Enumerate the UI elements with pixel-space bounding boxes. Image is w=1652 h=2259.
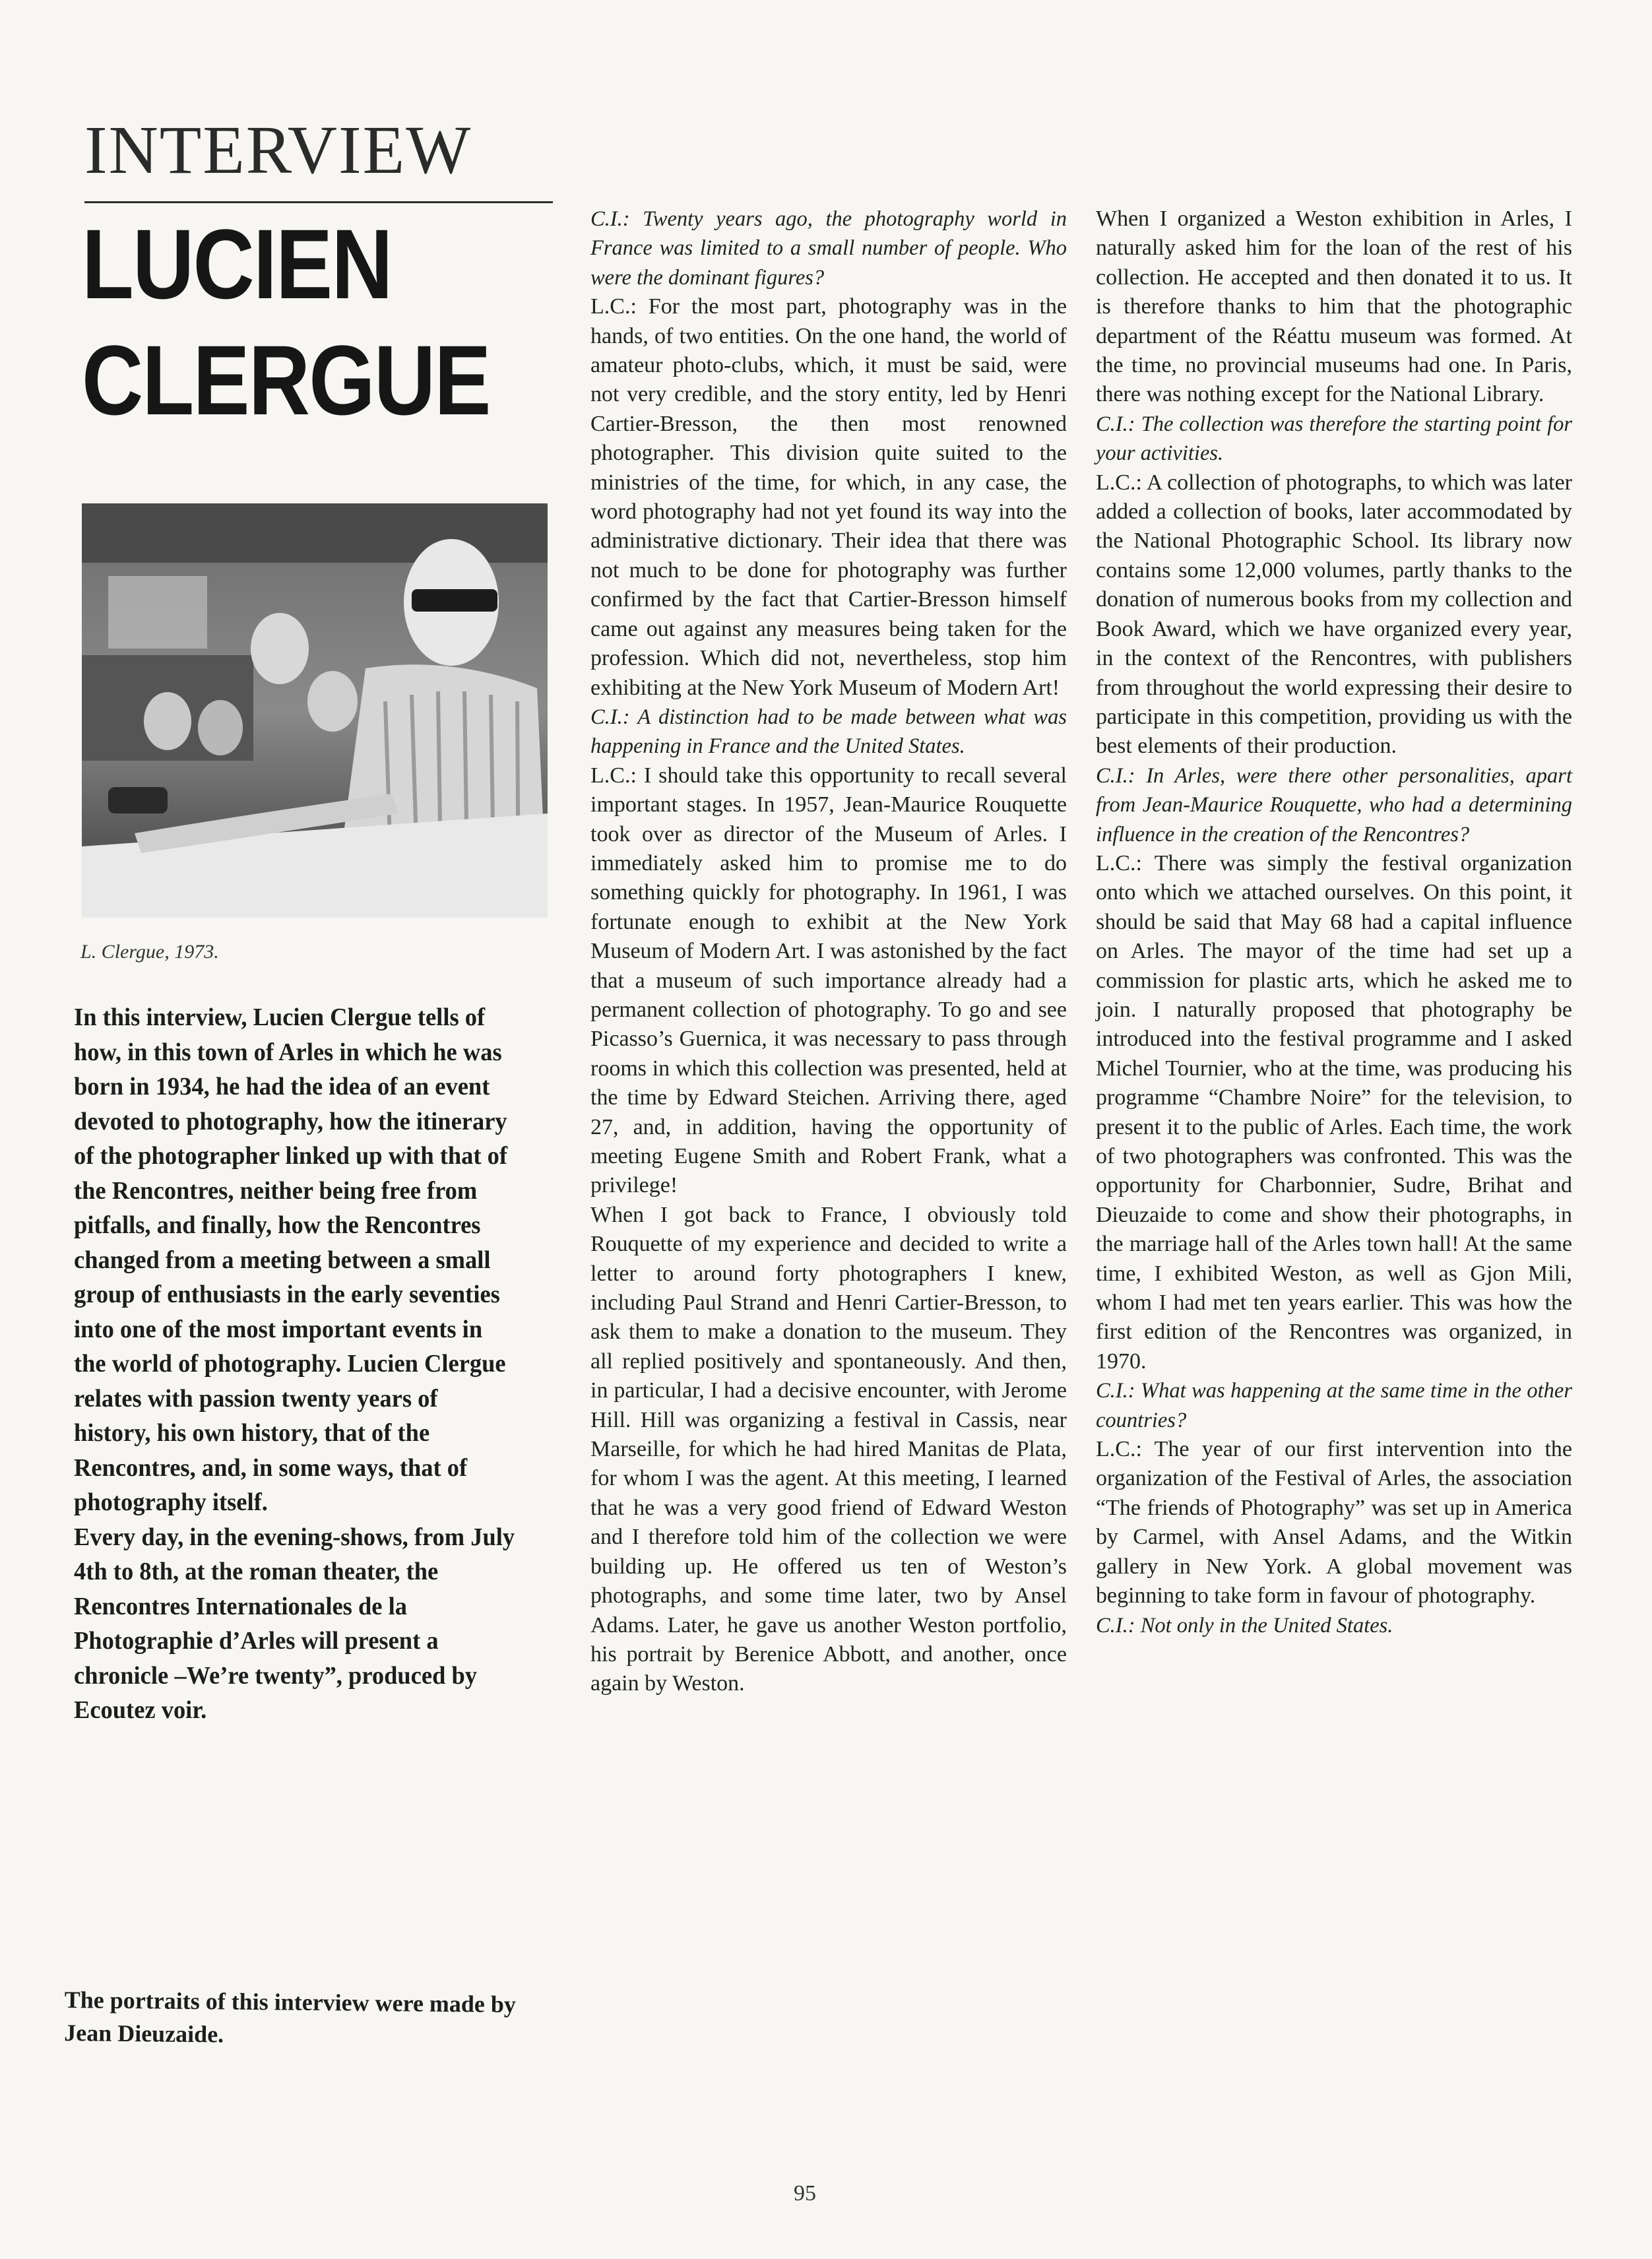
question-paragraph: C.I.: Twenty years ago, the photography world in France was limited to a small number of people. Who were the dominant figures? (590, 207, 1067, 290)
answer-paragraph: When I organized a Weston exhibition in Arles, I naturally asked him for the loan of the rest of his collection. He accepted and then donated it to us. It is therefore thanks to him that the photographic department of the Réattu museum was formed. At the time, no provincial museums had one. In Paris, there was nothing except for the National Library. (1096, 207, 1572, 407)
article-column-right (1096, 205, 1572, 1640)
answer-paragraph: L.C.: A collection of photographs, to which was later added a collection of books, later accommodated by the National Photographic School. Its library now contains some 12,000 volumes, partly thanks to the donation of numerous books from my collection and Book Award, which we have organized every year, in the context of the Rencontres, with publishers from throughout the world expressing their desire to participate in this competition, providing us with the best elements of their production. (1096, 470, 1572, 759)
page-number: 95 (794, 2181, 816, 2206)
article-column-middle (590, 205, 1067, 1699)
interview-title (82, 206, 501, 438)
question-paragraph: C.I.: The collection was therefore the starting point for your activities. (1096, 412, 1572, 466)
photo-credits: The portraits of this interview were made by Jean Dieuzaide. (64, 1986, 517, 2048)
answer-paragraph: L.C.: I should take this opportunity to recall several important stages. In 1957, Jean-Maurice Rouquette took over as director of the Museum of Arles. I immediately asked him to promise me to do something quickly for photography. In 1961, I was fortunate enough to exhibit at the New York Museum of Modern Art. I was astonished by the fact that a museum of such importance already had a permanent collection of photography. To go and see Picasso’s Guernica, it was necessary to pass through rooms in which this collection was presented, held at the time by Edward Steichen. Arriving there, aged 27, and, in addition, having the opportunity of meeting Eugene Smith and Robert Frank, what a privilege! (590, 763, 1067, 1198)
portrait-photo (82, 503, 548, 918)
question-paragraph: C.I.: What was happening at the same time in the other countries? (1096, 1379, 1572, 1432)
answer-paragraph: When I got back to France, I obviously told Rouquette of my experience and decided to write a letter to around forty photographers I knew, including Paul Strand and Henri Cartier-Bresson, to ask them to make a donation to the museum. They all replied positively and spontaneously. And then, in particular, I had a decisive encounter, with Jerome Hill. Hill was organizing a festival in Cassis, near Marseille, for which he had hired Manitas de Plata, for whom I was the agent. At this meeting, I learned that he was a very good friend of Edward Weston and I therefore told him of the collection we were building up. He offered us ten of Weston’s photographs, and some time later, two by Ansel Adams. Later, he gave us another Weston portfolio, his portrait by Berenice Abbott, and another, once again by Weston. (590, 1202, 1067, 1696)
answer-paragraph: L.C.: The year of our first intervention into the organization of the Festival of Arles, the association “The friends of Photography” was set up in America by Carmel, with Ansel Adams, and the Witkin gallery in New York. A global movement was beginning to take form in favour of photography. (1096, 1437, 1572, 1608)
answer-paragraph: L.C.: There was simply the festival organization onto which we attached ourselves. On this point, it should be said that May 68 had a capital influence on Arles. The mayor of the time had set up a commission for plastic arts, which he asked me to join. I naturally proposed that photography be introduced into the festival programme and I asked Michel Tournier, who at the time, was producing his programme “Chambre Noire” for the television, to present it to the public of Arles. Each time, the work of two photographers was confronted. This was the opportunity for Charbonnier, Sudre, Brihat and Dieuzaide to come and show their photographs, in the marriage hall of the Arles town hall! At the same time, I exhibited Weston, as well as Gjon Mili, whom I had met ten years earlier. This was how the first edition of the Rencontres was organized, in 1970. (1096, 850, 1572, 1374)
portrait-photo-image (82, 503, 548, 918)
title-line-1: LUCIEN (82, 208, 392, 319)
title-divider (84, 201, 553, 203)
intro-paragraph: In this interview, Lucien Clergue tells of how, in this town of Arles in which he was born in 1934, he had the idea of an event devoted to photography, how the itinerary of the photographer linked up with that of the Rencontres, neither being free from pitfalls, and finally, how the Rencontres changed from a meeting between a small group of enthusiasts in the early seventies into one of the most important events in the world of photography. Lucien Clergue relates with passion twenty years of history, his own history, that of the Rencontres, and, in some ways, that of photography itself. (74, 1003, 508, 1516)
answer-paragraph: L.C.: For the most part, photography was in the hands, of two entities. On the one hand, the world of amateur photo-clubs, which, it must be said, were not very credible, and the story entity, led by Henri Cartier-Bresson, the then most renowned photographer. This division quite suited to the ministries of the time, for which, in any case, the word photography had not yet found its way into the administrative dictionary. Their idea that there was not much to be done for photography was further confirmed by the fact that Cartier-Bresson himself came out against any measures being taken for the profession. Which did not, nevertheless, stop him exhibiting at the New York Museum of Modern Art! (590, 294, 1067, 700)
title-line-2: CLERGUE (82, 325, 490, 435)
question-paragraph: C.I.: Not only in the United States. (1096, 1613, 1393, 1638)
intro-block (74, 1000, 517, 1728)
question-paragraph: C.I.: A distinction had to be made between what was happening in France and the United States. (590, 705, 1067, 759)
intro-paragraph: Every day, in the evening-shows, from July 4th to 8th, at the roman theater, the Rencontres Internationales de la Photographie d’Arles will present a chronicle –We’re twenty”, produced by Ecoutez voir. (74, 1523, 515, 1724)
photo-caption: L. Clergue, 1973. (80, 941, 219, 963)
section-label: INTERVIEW (84, 112, 472, 188)
question-paragraph: C.I.: In Arles, were there other personalities, apart from Jean-Maurice Rouquette, who had a determining influence in the creation of the Rencontres? (1096, 763, 1572, 846)
